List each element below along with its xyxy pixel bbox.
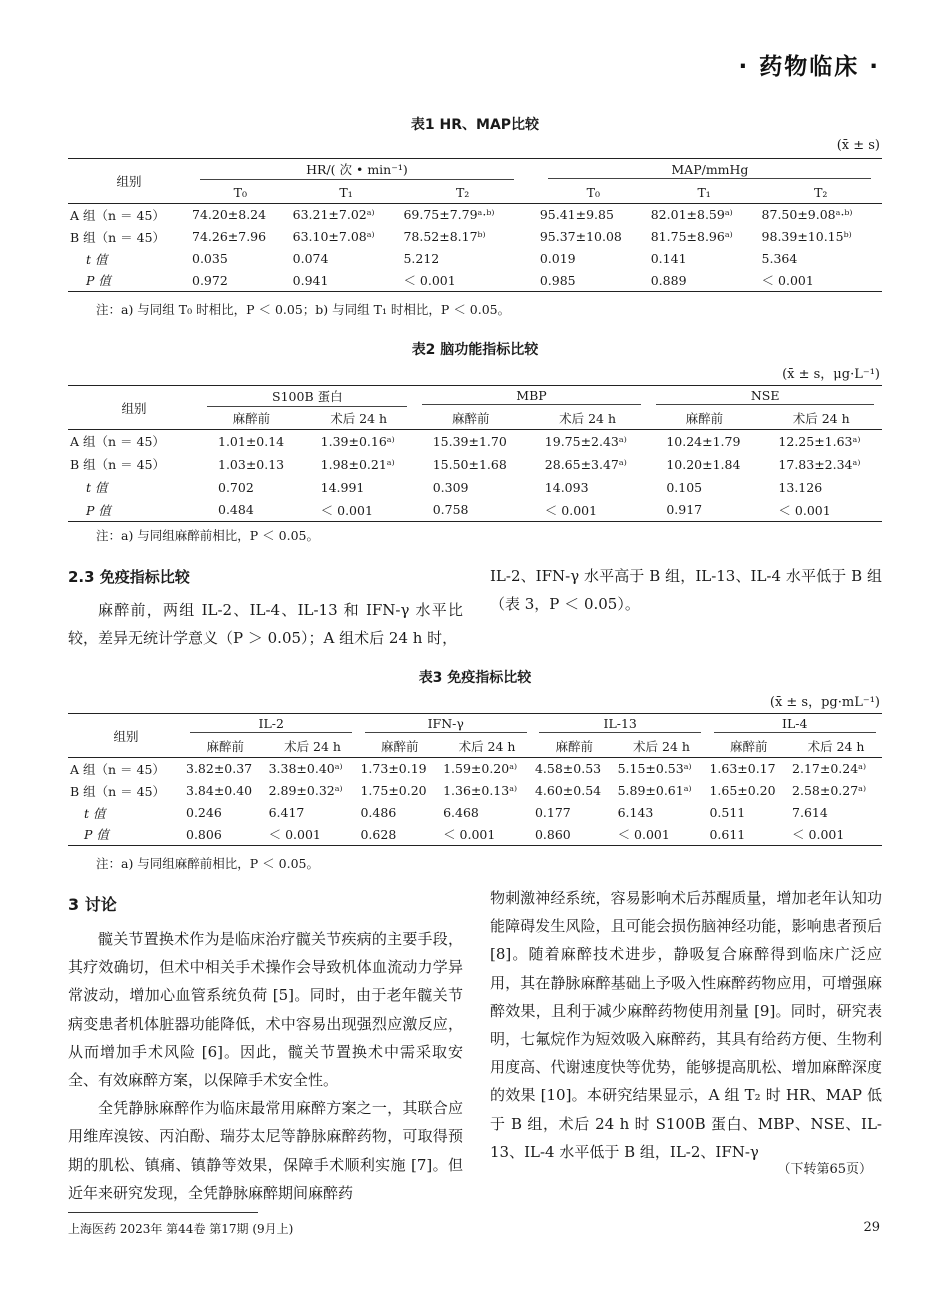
table1-hr-header: HR/( 次 • min⁻¹) [200, 160, 513, 180]
table2-mbp-header: MBP [422, 388, 640, 405]
table-row: B 组（n ＝ 45） 74.26±7.96 63.10±7.08ᵃ⁾ 78.52±8.17ᵇ⁾ 95.37±10.08 81.75±8.96ᵃ⁾ 98.39±10.15ᵇ⁾ [70, 229, 852, 245]
table3-group-header: 组别 [113, 728, 139, 744]
table3-il13-header: IL-13 [539, 716, 701, 733]
table2-note: 注：a) 与同组麻醉前相比，P ＜ 0.05。 [96, 528, 319, 543]
table2-s100b-header: S100B 蛋白 [207, 387, 407, 407]
section-tag: · 药物临床 · [738, 54, 880, 80]
discussion-left-column [68, 925, 463, 1207]
section-2-3-title: 2.3 免疫指标比较 [68, 568, 190, 586]
table1-note: 注：a) 与同组 T₀ 时相比，P ＜ 0.05；b) 与同组 T₁ 时相比，P ＜ 0.05。 [96, 302, 511, 317]
table1-caption: 表1 HR、MAP比较 [410, 117, 540, 133]
pre-header: 麻醉前 [729, 739, 768, 755]
table-row: A 组（n ＝ 45） 74.20±8.24 63.21±7.02ᵃ⁾ 69.75±7.79ᵃ·ᵇ⁾ 95.41±9.85 82.01±8.59ᵃ⁾ 87.50±9.08ᵃ·ᵇ⁾ [70, 207, 853, 223]
table3-note: 注：a) 与同组麻醉前相比，P ＜ 0.05。 [96, 856, 319, 871]
table3 [68, 713, 882, 846]
table2 [68, 385, 882, 522]
table2-caption: 表2 脑功能指标比较 [411, 342, 539, 358]
t2-header: T₂ [814, 184, 828, 200]
t1-header: T₁ [339, 184, 353, 200]
pre-header: 麻醉前 [381, 739, 419, 755]
table1-group-header: 组别 [116, 174, 142, 189]
table3-il4-header: IL-4 [714, 716, 876, 733]
section-3-title: 3 讨论 [68, 895, 117, 914]
table3-caption: 表3 免疫指标比较 [418, 670, 532, 686]
journal-footer: 上海医药 2023年 第44卷 第17期 (9月上) [68, 1222, 294, 1236]
table1-unit: (x̄ ± s) [836, 138, 880, 153]
discussion-right-column [490, 884, 882, 1166]
discussion-paragraph: 髋关节置换术作为是临床治疗髋关节疾病的主要手段，其疗效确切，但术中相关手术操作会导致机体血流动力学异常波动，增加心血管系统负荷 [5]。同时，由于老年髋关节病变患者机体脏器功能降低，术中容易出现强烈应激反应，从而增加手术风险 [6]。因此，髋关节置换术中需采取安全、有效麻醉方案，以保障手术安全性。 [68, 930, 463, 1090]
pre-header: 麻醉前 [555, 739, 594, 755]
table3-ifn-header: IFN-γ [365, 716, 527, 733]
table-row: A 组（n ＝ 45） 1.01±0.14 1.39±0.16ᵃ⁾ 15.39±1.70 19.75±2.43ᵃ⁾ 10.24±1.79 12.25±1.63ᵃ⁾ [70, 433, 861, 450]
t0-header: T₀ [586, 184, 600, 200]
pre-header: 麻醉前 [206, 739, 245, 755]
table1-map-header: MAP/mmHg [548, 162, 871, 179]
table-row: t 值 0.246 6.417 0.486 6.468 0.177 6.143 0.511 7.614 [84, 805, 828, 821]
post-header: 术后 24 h [330, 411, 388, 427]
table-row: t 值 0.035 0.074 5.212 0.019 0.141 5.364 [86, 251, 798, 267]
section-2-3-right: IL-2、IFN-γ 水平高于 B 组，IL-13、IL-4 水平低于 B 组（表 3，P ＜ 0.05）。 [490, 567, 882, 614]
section-2-3-left: 麻醉前，两组 IL-2、IL-4、IL-13 和 IFN-γ 水平比较，差异无统计学意义（P ＞ 0.05）；A 组术后 24 h 时， [68, 601, 463, 648]
post-header: 术后 24 h [559, 411, 616, 427]
post-header: 术后 24 h [633, 739, 690, 755]
post-header: 术后 24 h [807, 739, 865, 755]
table2-unit: (x̄ ± s，μg·L⁻¹) [782, 367, 880, 382]
table-row: P 值 0.806 ＜ 0.001 0.628 ＜ 0.001 0.860 ＜ 0.001 0.611 ＜ 0.001 [68, 824, 882, 846]
table3-unit: (x̄ ± s，pg·mL⁻¹) [769, 695, 880, 710]
table-row: P 值 0.972 0.941 ＜ 0.001 0.985 0.889 ＜ 0.001 [68, 270, 882, 292]
table-row: B 组（n ＝ 45） 1.03±0.13 1.98±0.21ᵃ⁾ 15.50±1.68 28.65±3.47ᵃ⁾ 10.20±1.84 17.83±2.34ᵃ⁾ [70, 456, 861, 472]
t0-header: T₀ [233, 184, 247, 200]
pre-header: 麻醉前 [451, 411, 490, 427]
footer-rule [68, 1212, 258, 1213]
table-row: t 值 0.702 14.991 0.309 14.093 0.105 13.126 [86, 479, 823, 495]
page-number: 29 [863, 1220, 880, 1235]
t1-header: T₁ [697, 184, 711, 200]
table-row: P 值 0.484 ＜ 0.001 0.758 ＜ 0.001 0.917 ＜ 0.001 [68, 499, 882, 522]
table2-group-header: 组别 [121, 400, 147, 416]
pre-header: 麻醉前 [232, 411, 271, 427]
table-row: B 组（n ＝ 45） 3.84±0.40 2.89±0.32ᵃ⁾ 1.75±0.20 1.36±0.13ᵃ⁾ 4.60±0.54 5.89±0.61ᵃ⁾ 1.65±0.20 2.58±0.27ᵃ⁾ [70, 783, 867, 799]
discussion-paragraph: 全凭静脉麻醉作为临床最常用麻醉方案之一，其联合应用维库溴铵、丙泊酚、瑞芬太尼等静脉麻醉药物，可取得预期的肌松、镇痛、镇静等效果，保障手术顺利实施 [7]。但近年来研究发现，全凭静脉麻醉期间麻醉药 [68, 1099, 463, 1202]
table-row: A 组（n ＝ 45） 3.82±0.37 3.38±0.40ᵃ⁾ 1.73±0.19 1.59±0.20ᵃ⁾ 4.58±0.53 5.15±0.53ᵃ⁾ 1.63±0.17 2.17±0.24ᵃ⁾ [70, 761, 867, 777]
table3-il2-header: IL-2 [190, 716, 352, 733]
t2-header: T₂ [455, 184, 470, 200]
discussion-paragraph: 物刺激神经系统，容易影响术后苏醒质量，增加老年认知功能障碍发生风险，且可能会损伤脑神经功能，影响患者预后 [8]。随着麻醉技术进步，静吸复合麻醉得到临床广泛应用，其在静脉麻醉基础上予吸入性麻醉药物应用，可增强麻醉效果，且利于减少麻醉药物使用剂量 [9]。同时，研究表明，七氟烷作为短效吸入麻醉药，其具有给药方便、生物利用度高、代谢速度快等优势，能够提高肌松、增加麻醉深度的效果 [10]。本研究结果显示，A 组 T₂ 时 HR、MAP 低于 B 组，术后 24 h 时 S100B 蛋白、MBP、NSE、IL-13、IL-4 水平低于 B 组，IL-2、IFN-γ [490, 889, 882, 1161]
post-header: 术后 24 h [792, 411, 850, 427]
post-header: 术后 24 h [284, 739, 341, 755]
post-header: 术后 24 h [458, 739, 516, 755]
continued-note: （下转第65页） [777, 1162, 872, 1177]
table2-nse-header: NSE [656, 388, 874, 405]
table1 [68, 158, 882, 292]
pre-header: 麻醉前 [685, 411, 724, 427]
